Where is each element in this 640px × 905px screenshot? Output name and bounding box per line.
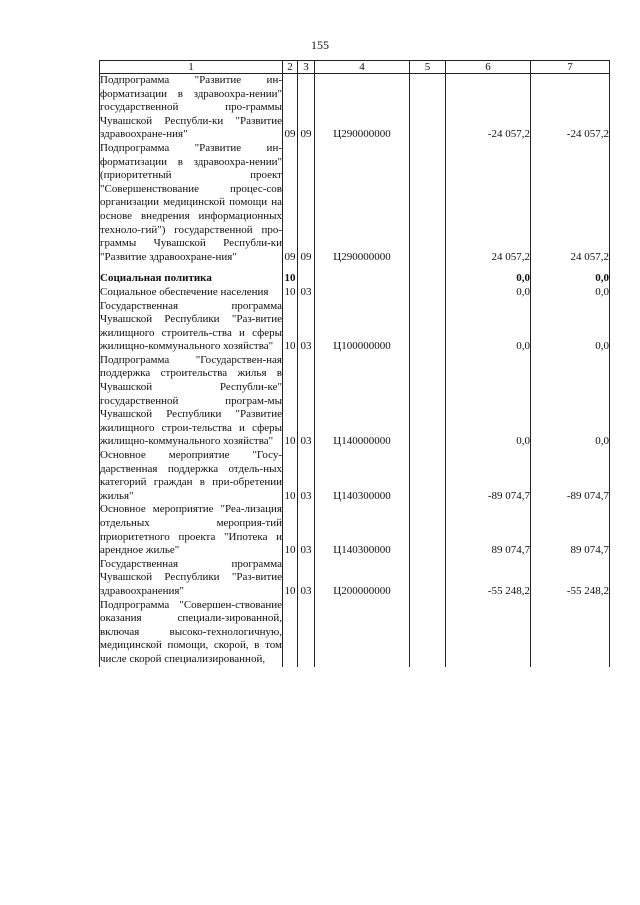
row-expense-type-cell [410,503,446,557]
row-amount-total-cell: -89 074,7 [531,449,610,503]
row-subsection-cell: 03 [298,286,315,300]
column-header-1: 1 [100,61,283,74]
spacer-row [100,264,610,272]
row-subsection-cell: 09 [298,142,315,264]
row-target-code-cell: Ц140300000 [315,503,410,557]
row-target-code-cell [315,599,410,667]
row-target-code-cell: Ц140000000 [315,354,410,449]
row-expense-type-cell [410,142,446,264]
row-expense-type-cell [410,300,446,354]
row-expense-type-cell [410,558,446,599]
row-subsection-cell: 03 [298,354,315,449]
row-section-cell: 10 [283,300,298,354]
row-section-cell: 10 [283,354,298,449]
row-name-cell: Подпрограмма "Развитие ин-форматизации в здравоохра-нении" государственной про-граммы Чувашской Республи-ки "Развитие здравоохране-ния" [100,74,282,141]
row-target-code-cell: Ц100000000 [315,300,410,354]
row-name-cell: Государственная программа Чувашской Республики "Раз-витие жилищного строитель-ства и сферы жилищно-коммунального хозяйства" [100,299,282,353]
page-number: 155 [311,38,329,52]
row-amount-cell: -55 248,2 [446,558,531,599]
spacer-cell [315,264,410,272]
table-row [100,449,610,503]
row-target-code-cell [315,272,410,286]
row-section-cell: 10 [283,449,298,503]
row-amount-total-cell: 0,0 [531,300,610,354]
row-amount-cell: -24 057,2 [446,74,531,142]
row-amount-cell: 89 074,7 [446,503,531,557]
row-subsection-cell: 03 [298,503,315,557]
row-expense-type-cell [410,354,446,449]
row-name-cell: Подпрограмма "Государствен-ная поддержка строительства жилья в Чувашской Республи-ке" государственной програм-мы Чувашской Республики "Развитие жилищного строи-тельства и сферы жилищно-коммунального хозяйства" [100,353,282,448]
row-section-cell: 10 [283,558,298,599]
column-header-6: 6 [446,61,531,74]
row-section-cell: 10 [283,503,298,557]
column-header-2: 2 [283,61,298,74]
row-expense-type-cell [410,74,446,142]
row-expense-type-cell [410,599,446,667]
row-amount-cell: 0,0 [446,272,531,286]
row-target-code-cell: Ц200000000 [315,558,410,599]
table-row [100,142,610,264]
table-row [100,272,610,286]
header-row [100,61,610,74]
table-row [100,300,610,354]
row-section-cell: 09 [283,74,298,142]
row-name-cell: Основное мероприятие "Госу-дарственная поддержка отдель-ных категорий граждан в при-обретении жилья" [100,449,282,502]
row-amount-total-cell: 0,0 [531,272,610,286]
row-amount-total-cell: 0,0 [531,286,610,300]
row-expense-type-cell [410,272,446,286]
column-header-5: 5 [410,61,446,74]
row-target-code-cell: Ц290000000 [315,142,410,264]
row-section-cell: 09 [283,142,298,264]
spacer-cell [100,264,283,272]
row-amount-cell: 24 057,2 [446,142,531,264]
row-amount-cell: -89 074,7 [446,449,531,503]
row-target-code-cell: Ц140300000 [315,449,410,503]
row-amount-cell: 0,0 [446,286,531,300]
table-body [100,74,610,667]
row-name-cell: Подпрограмма "Развитие ин-форматизации в здравоохра-нении" (приоритетный проект "Совершенствование процес-сов организации медицинской помощи на основе внедрения информационных техноло-гий") государственной про-граммы Чувашской Республи-ки "Развитие здравоохране-ния" [100,141,282,263]
row-section-cell: 10 [284,285,296,298]
row-name-cell: Социальная политика [100,272,283,286]
row-amount-total-cell [531,599,610,667]
row-amount-cell: 0,0 [446,300,531,354]
row-name-cell: Государственная программа Чувашской Республики "Раз-витие здравоохранения" [100,557,282,597]
row-name-cell: Основное мероприятие "Реа-лизация отдельных мероприя-тий приоритетного проекта "Ипотека и арендное жилье" [100,503,282,557]
row-amount-total-cell: -55 248,2 [531,558,610,599]
row-name-cell: Подпрограмма "Совершен-ствование оказания специали-зированной, включая высоко-технологичную, медицинской помощи, скорой, в том числе скорой специализированной, [100,598,282,665]
row-subsection-cell [298,272,315,286]
column-header-7: 7 [531,61,610,74]
row-amount-total-cell: 89 074,7 [531,503,610,557]
table-row [100,74,610,142]
spacer-cell [531,264,610,272]
row-subsection-cell: 03 [298,300,315,354]
budget-table [99,60,610,667]
row-amount-cell [446,599,531,667]
row-amount-total-cell: 24 057,2 [531,142,610,264]
row-expense-type-cell [410,286,446,300]
row-target-code-cell [315,286,410,300]
column-header-4: 4 [315,61,410,74]
column-header-3: 3 [298,61,315,74]
row-subsection-cell: 09 [298,74,315,142]
row-subsection-cell [298,599,315,667]
row-subsection-cell: 03 [298,558,315,599]
spacer-cell [446,264,531,272]
row-section-cell: 10 [284,272,296,285]
row-amount-total-cell: 0,0 [531,354,610,449]
row-target-code-cell: Ц290000000 [315,74,410,142]
row-subsection-cell: 03 [298,449,315,503]
table-row [100,354,610,449]
table-row [100,286,610,300]
row-amount-total-cell: -24 057,2 [531,74,610,142]
table-row [100,599,610,667]
table-row [100,558,610,599]
row-expense-type-cell [410,449,446,503]
spacer-cell [283,264,298,272]
table-row [100,503,610,557]
spacer-cell [410,264,446,272]
spacer-cell [298,264,315,272]
row-amount-cell: 0,0 [446,354,531,449]
row-section-cell [283,599,298,667]
row-name-cell: Социальное обеспечение населения [100,286,283,300]
